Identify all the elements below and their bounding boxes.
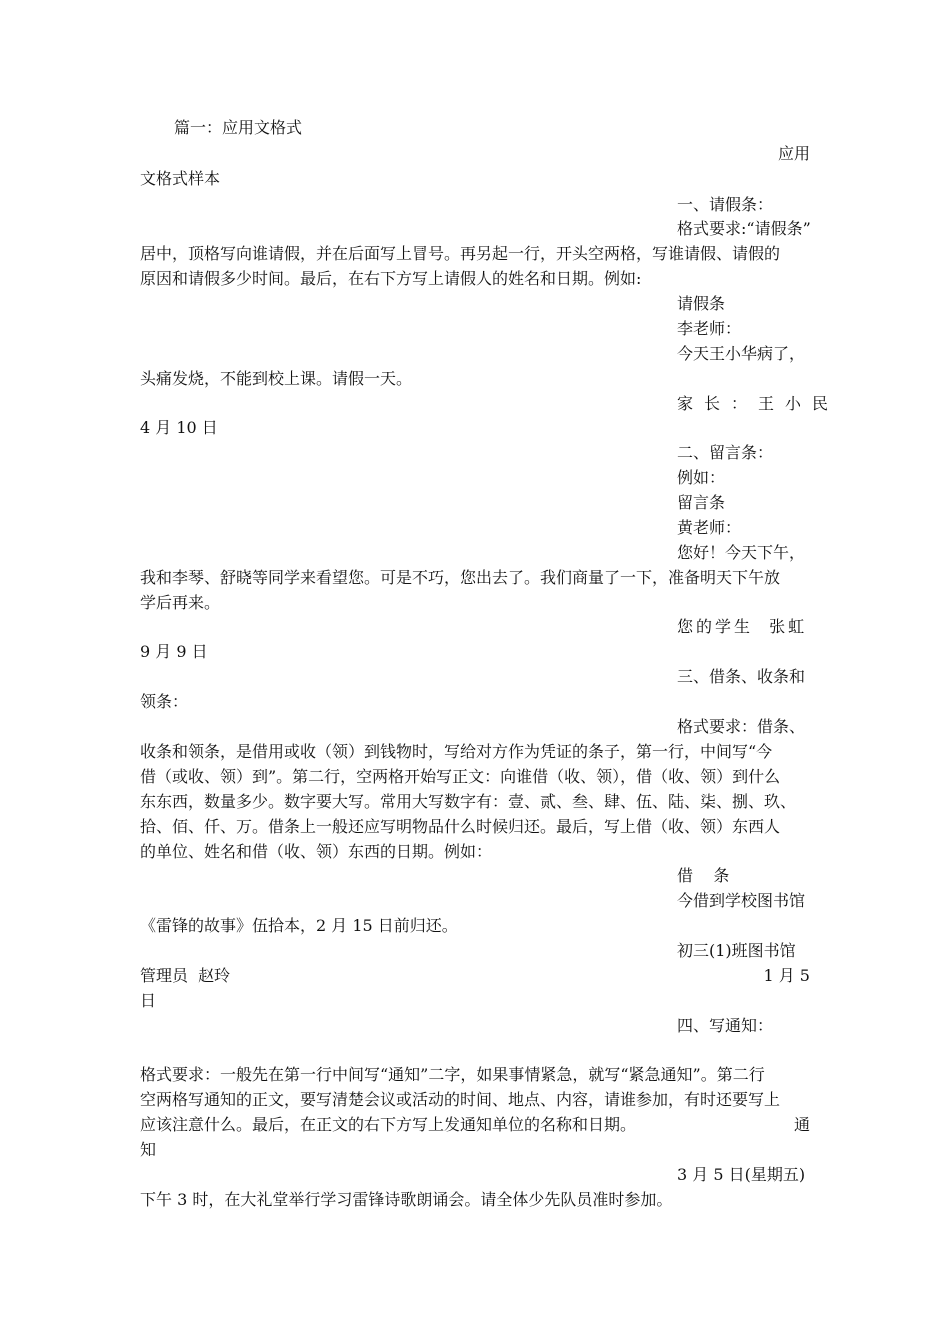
text-line: 今借到学校图书馆 xyxy=(677,891,806,910)
signature-line: 家长：王小民 xyxy=(677,394,840,413)
text-line: 黄老师： xyxy=(677,518,742,537)
section-heading-4: 四、写通知： xyxy=(677,1016,774,1035)
text-line: 例如： xyxy=(677,468,726,487)
date-line: 1 月 5 xyxy=(763,966,810,985)
example-title: 知 xyxy=(140,1140,157,1159)
example-title: 请假条 xyxy=(677,294,726,313)
section-heading-2: 二、留言条： xyxy=(677,443,774,462)
text-line: 应该注意什么。最后，在正文的右下方写上发通知单位的名称和日期。 xyxy=(140,1115,637,1134)
text-line: 拾、佰、仟、万。借条上一般还应写明物品什么时候归还。最后，写上借（收、领）东西人 xyxy=(140,817,781,836)
text-line: 头痛发烧，不能到校上课。请假一天。 xyxy=(140,369,413,388)
date-line: 日 xyxy=(140,991,157,1010)
document-heading: 篇一：应用文格式 xyxy=(174,118,303,137)
date-line: 3 月 5 日(星期五) xyxy=(677,1165,806,1184)
section-heading-3: 三、借条、收条和 xyxy=(677,667,806,686)
example-title: 留言条 xyxy=(677,493,726,512)
text-line: 我和李琴、舒晓等同学来看望您。可是不巧，您出去了。我们商量了一下，准备明天下午放 xyxy=(140,568,781,587)
text-line: 原因和请假多少时间。最后，在右下方写上请假人的姓名和日期。例如: xyxy=(140,269,642,288)
text-line: 文格式样本 xyxy=(140,169,221,188)
text-line: 的单位、姓名和借（收、领）东西的日期。例如： xyxy=(140,842,493,861)
text-line: 您好！今天下午， xyxy=(677,543,806,562)
example-title: 通 xyxy=(793,1115,810,1134)
text-line: 空两格写通知的正文，要写清楚会议或活动的时间、地点、内容，请谁参加，有时还要写上 xyxy=(140,1090,781,1109)
text-line: 应用 xyxy=(777,144,810,163)
text-line: 借（或收、领）到”。第二行，空两格开始写正文：向谁借（收、领），借（收、领）到什么 xyxy=(140,767,781,786)
signature-line: 您的学生 张虹 xyxy=(677,617,808,636)
date-line: 9 月 9 日 xyxy=(140,642,208,661)
signature-line: 管理员 赵玲 xyxy=(140,966,231,985)
text-line: 格式要求：一般先在第一行中间写“通知”二字，如果事情紧急，就写“紧急通知”。第二行 xyxy=(140,1065,765,1084)
section-heading-1: 一、请假条： xyxy=(677,195,774,214)
text-line: 《雷锋的故事》伍拾本，2 月 15 日前归还。 xyxy=(140,916,458,935)
text-line: 格式要求:“请假条” xyxy=(677,219,811,238)
text-line: 初三(1)班图书馆 xyxy=(677,941,796,960)
text-line: 下午 3 时，在大礼堂举行学习雷锋诗歌朗诵会。请全体少先队员准时参加。 xyxy=(140,1190,673,1209)
text-line: 格式要求：借条、 xyxy=(677,717,806,736)
text-line: 学后再来。 xyxy=(140,593,221,612)
text-line: 李老师： xyxy=(677,319,742,338)
text-line: 居中，顶格写向谁请假，并在后面写上冒号。再另起一行，开头空两格，写谁请假、请假的 xyxy=(140,244,781,263)
date-line: 4 月 10 日 xyxy=(140,418,218,437)
text-line: 领条： xyxy=(140,692,189,711)
text-line: 东东西，数量多少。数字要大写。常用大写数字有：壹、贰、叁、肆、伍、陆、柒、捌、玖、 xyxy=(140,792,797,811)
example-title: 借 条 xyxy=(677,866,730,885)
text-line: 今天王小华病了， xyxy=(677,344,806,363)
text-line: 收条和领条，是借用或收（领）到钱物时，写给对方作为凭证的条子，第一行，中间写“今 xyxy=(140,742,773,761)
